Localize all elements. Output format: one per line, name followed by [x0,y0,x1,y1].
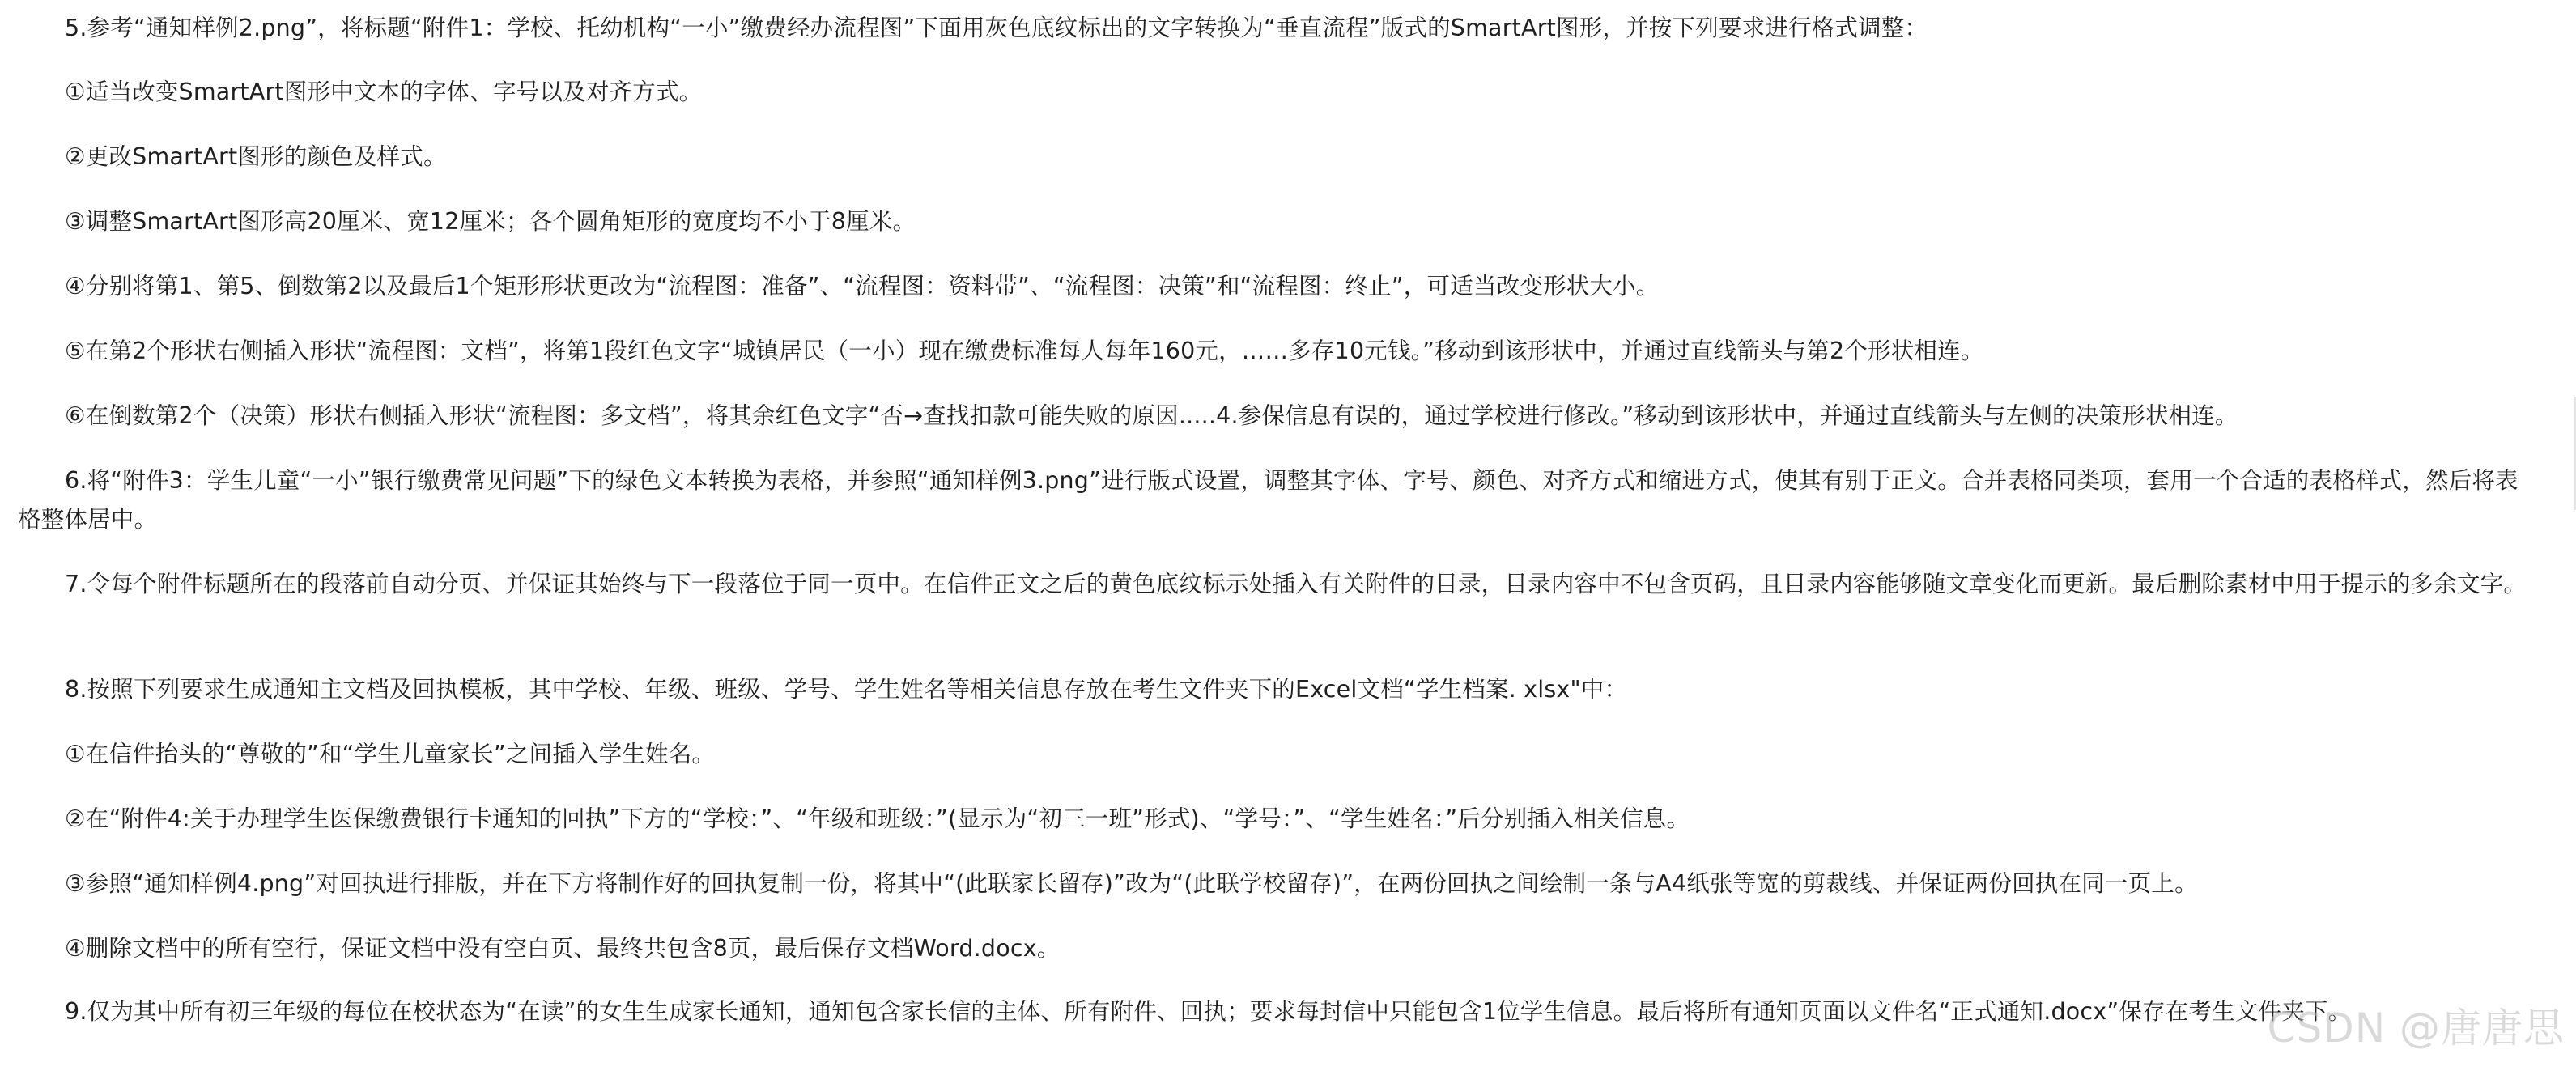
paragraph-task-5-5 [18,332,2527,371]
paragraph-task-5-4 [18,267,2527,306]
paragraph-task-8-3 [18,865,2527,903]
paragraph-text: ①适当改变SmartArt图形中文本的字体、字号以及对齐方式。 [65,79,703,105]
paragraph-text: 5.参考“通知样例2.png”，将标题“附件1：学校、托幼机构“一小”缴费经办流程图”下面用灰色底纹标出的文字转换为“垂直流程”版式的SmartArt图形，并按下列要求进行格式调整： [65,15,1928,41]
paragraph-text: 7.令每个附件标题所在的段落前自动分页、并保证其始终与下一段落位于同一页中。在信件正文之后的黄色底纹标示处插入有关附件的目录，目录内容中不包含页码，且目录内容能够随文章变化而更新。最后删除素材中用于提示的多余文字。 [65,571,2527,597]
paragraph-task-5-1 [18,73,2527,112]
paragraph-text: ③调整SmartArt图形高20厘米、宽12厘米；各个圆角矩形的宽度均不小于8厘米。 [65,208,916,235]
paragraph-task-5-6 [18,397,2527,436]
paragraph-text: 8.按照下列要求生成通知主文档及回执模板，其中学校、年级、班级、学号、学生姓名等相关信息存放在考生文件夹下的Excel文档“学生档案. xlsx"中： [65,676,1628,703]
paragraph-text: ⑤在第2个形状右侧插入形状“流程图：文档”，将第1段红色文字“城镇居民（一小）现在缴费标准每人每年160元，……多存10元钱。”移动到该形状中，并通过直线箭头与第2个形状相连。 [65,338,1984,364]
paragraph-task-6 [18,461,2536,539]
paragraph-text: ②在“附件4:关于办理学生医保缴费银行卡通知的回执”下方的“学校：”、“年级和班级：”(显示为“初三一班”形式)、“学号：”、“学生姓名：”后分别插入相关信息。 [65,805,1690,832]
paragraph-text: ①在信件抬头的“尊敬的”和“学生儿童家长”之间插入学生姓名。 [65,741,716,767]
paragraph-task-8 [18,670,2527,709]
paragraph-text: ④删除文档中的所有空行，保证文档中没有空白页、最终共包含8页，最后保存文档Word.docx。 [65,935,1061,962]
paragraph-text: 6.将“附件3：学生儿童“一小”银行缴费常见问题”下的绿色文本转换为表格，并参照“通知样例3.png”进行版式设置，调整其字体、字号、颜色、对齐方式和缩进方式，使其有别于正文。合并表格同类项，套用一个合适的表格样式，然后将表格整体居中。 [18,467,2519,533]
paragraph-text: ④分别将第1、第5、倒数第2以及最后1个矩形形状更改为“流程图：准备”、“流程图：资料带”、“流程图：决策”和“流程图：终止”，可适当改变形状大小。 [65,273,1660,300]
paragraph-task-5 [18,9,2527,48]
paragraph-task-8-1 [18,735,2527,774]
paragraph-task-5-3 [18,202,2527,241]
paragraph-text: ⑥在倒数第2个（决策）形状右侧插入形状“流程图：多文档”，将其余红色文字“否→查找扣款可能失败的原因.....4.参保信息有误的，通过学校进行修改。”移动到该形状中，并通过直线箭头与左侧的决策形状相连。 [65,402,2238,429]
paragraph-text: 9.仅为其中所有初三年级的每位在校状态为“在读”的女生生成家长通知，通知包含家长信的主体、所有附件、回执；要求每封信中只能包含1位学生信息。最后将所有通知页面以文件名“正式通知.docx”保存在考生文件夹下。 [65,998,2352,1025]
paragraph-text: ③参照“通知样例4.png”对回执进行排版，并在下方将制作好的回执复制一份，将其中“(此联家长留存)”改为“(此联学校留存)”，在两份回执之间绘制一条与A4纸张等宽的剪裁线、并保证两份回执在同一页上。 [65,870,2198,897]
paragraph-task-8-2 [18,800,2527,839]
paragraph-task-7 [18,565,2536,604]
paragraph-task-9 [18,992,2536,1031]
paragraph-task-8-4 [18,929,2527,968]
paragraph-text: ②更改SmartArt图形的颜色及样式。 [65,143,447,170]
watermark: CSDN @唐唐思 [2267,1005,2565,1052]
paragraph-task-5-2 [18,138,2527,176]
